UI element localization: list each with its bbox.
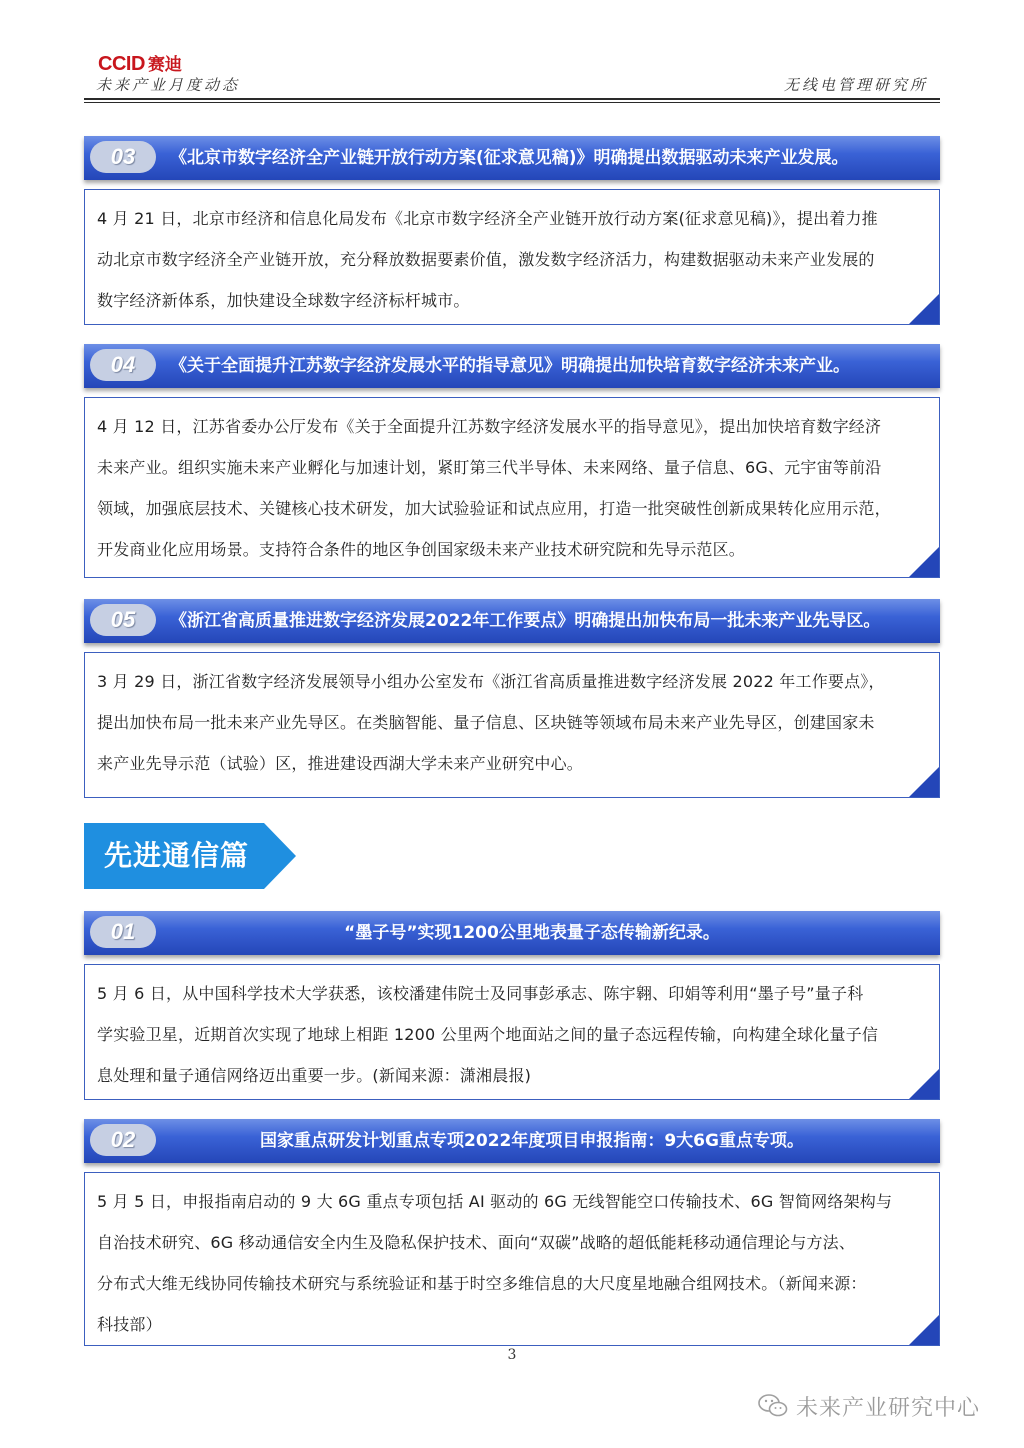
body-line: 4 月 12 日，江苏省委办公厅发布《关于全面提升江苏数字经济发展水平的指导意见》，提出加快培育数字经济: [97, 417, 882, 436]
body-line: 开发商业化应用场景。支持符合条件的地区争创国家级未来产业技术研究院和先导示范区。: [97, 540, 746, 559]
body-line: 5 月 5 日，申报指南启动的 9 大 6G 重点专项包括 AI 驱动的 6G 无线智能空口传输技术、6G 智简网络架构与: [97, 1192, 893, 1211]
body-line: 科技部）: [97, 1315, 162, 1334]
item-number: 02: [110, 1127, 136, 1152]
item-number-badge: [90, 349, 156, 381]
body-line: 未来产业。组织实施未来产业孵化与加速计划，紧盯第三代半导体、未来网络、量子信息、6G、元宇宙等前沿: [97, 458, 882, 477]
body-line: 4 月 21 日，北京市经济和信息化局发布《北京市数字经济全产业链开放行动方案(征求意见稿)》，提出着力推: [97, 209, 878, 228]
body-line: 动北京市数字经济全产业链开放，充分释放数据要素价值，激发数字经济活力，构建数据驱动未来产业发展的: [97, 250, 875, 269]
page-header: [84, 44, 940, 100]
body-line: 学实验卫星，近期首次实现了地球上相距 1200 公里两个地面站之间的量子态远程传输，向构建全球化量子信: [97, 1025, 879, 1044]
report-title: 未来产业月度动态: [96, 76, 241, 94]
body-line: 分布式大维无线协同传输技术研究与系统验证和基于时空多维信息的大尺度星地融合组网技术。（新闻来源：: [97, 1274, 867, 1293]
item-title: 《关于全面提升江苏数字经济发展水平的指导意见》明确提出加快培育数字经济未来产业。: [170, 356, 850, 376]
item-number-badge: [90, 604, 156, 636]
corner-fold-decoration: [909, 767, 939, 797]
item-number-badge: [90, 916, 156, 948]
news-item-body: [84, 1172, 940, 1346]
item-number: 03: [110, 144, 136, 169]
section-banner: [84, 823, 296, 889]
news-item-header: [84, 1119, 940, 1163]
body-line: 3 月 29 日，浙江省数字经济发展领导小组办公室发布《浙江省高质量推进数字经济发展 2022 年工作要点》，: [97, 672, 885, 691]
item-title: 《浙江省高质量推进数字经济发展2022年工作要点》明确提出加快布局一批未来产业先导区。: [170, 611, 881, 631]
item-title: “墨子号”实现1200公里地表量子态传输新纪录。: [344, 923, 720, 943]
section-title: 先进通信篇: [104, 839, 250, 872]
item-number-badge: [90, 1124, 156, 1156]
news-item-header: [84, 599, 940, 643]
item-number: 01: [110, 919, 136, 944]
corner-fold-decoration: [909, 547, 939, 577]
header-divider-thin: [84, 102, 940, 103]
item-number-badge: [90, 141, 156, 173]
logo-cn: 赛迪: [147, 55, 182, 75]
logo-brand: CCID: [98, 53, 145, 75]
body-line: 来产业先导示范（试验）区，推进建设西湖大学未来产业研究中心。: [97, 754, 584, 773]
news-item-body: [84, 189, 940, 325]
item-title: 国家重点研发计划重点专项2022年度项目申报指南：9大6G重点专项。: [260, 1131, 804, 1151]
watermark: [758, 1388, 980, 1424]
news-item-header: [84, 911, 940, 955]
news-item-header: [84, 344, 940, 388]
page-number: 3: [507, 1347, 517, 1363]
body-line: 提出加快布局一批未来产业先导区。在类脑智能、量子信息、区块链等领域布局未来产业先导区，创建国家未: [97, 713, 875, 732]
news-item-header: [84, 136, 940, 180]
header-divider: [84, 98, 940, 100]
corner-fold-decoration: [909, 1069, 939, 1099]
body-line: 息处理和量子通信网络迈出重要一步。(新闻来源：潇湘晨报): [97, 1066, 532, 1085]
body-line: 5 月 6 日，从中国科学技术大学获悉，该校潘建伟院士及同事彭承志、陈宇翱、印娟等利用“墨子号”量子科: [97, 984, 864, 1003]
corner-fold-decoration: [909, 1315, 939, 1345]
watermark-text: 未来产业研究中心: [796, 1395, 981, 1421]
item-number: 04: [110, 352, 136, 377]
item-title: 《北京市数字经济全产业链开放行动方案(征求意见稿)》明确提出数据驱动未来产业发展。: [170, 148, 849, 168]
ccid-logo: [98, 50, 182, 75]
body-line: 领域，加强底层技术、关键核心技术研发，加大试验验证和试点应用，打造一批突破性创新成果转化应用示范，: [97, 499, 891, 518]
item-number: 05: [110, 607, 136, 632]
corner-fold-decoration: [909, 294, 939, 324]
news-item-body: [84, 397, 940, 578]
org-name: 无线电管理研究所: [783, 76, 928, 94]
body-line: 数字经济新体系，加快建设全球数字经济标杆城市。: [97, 291, 470, 310]
wechat-icon: [758, 1393, 788, 1419]
news-item-body: [84, 652, 940, 798]
body-line: 自治技术研究、6G 移动通信安全内生及隐私保护技术、面向“双碳”战略的超低能耗移动通信理论与方法、: [97, 1233, 856, 1252]
news-item-body: [84, 964, 940, 1100]
